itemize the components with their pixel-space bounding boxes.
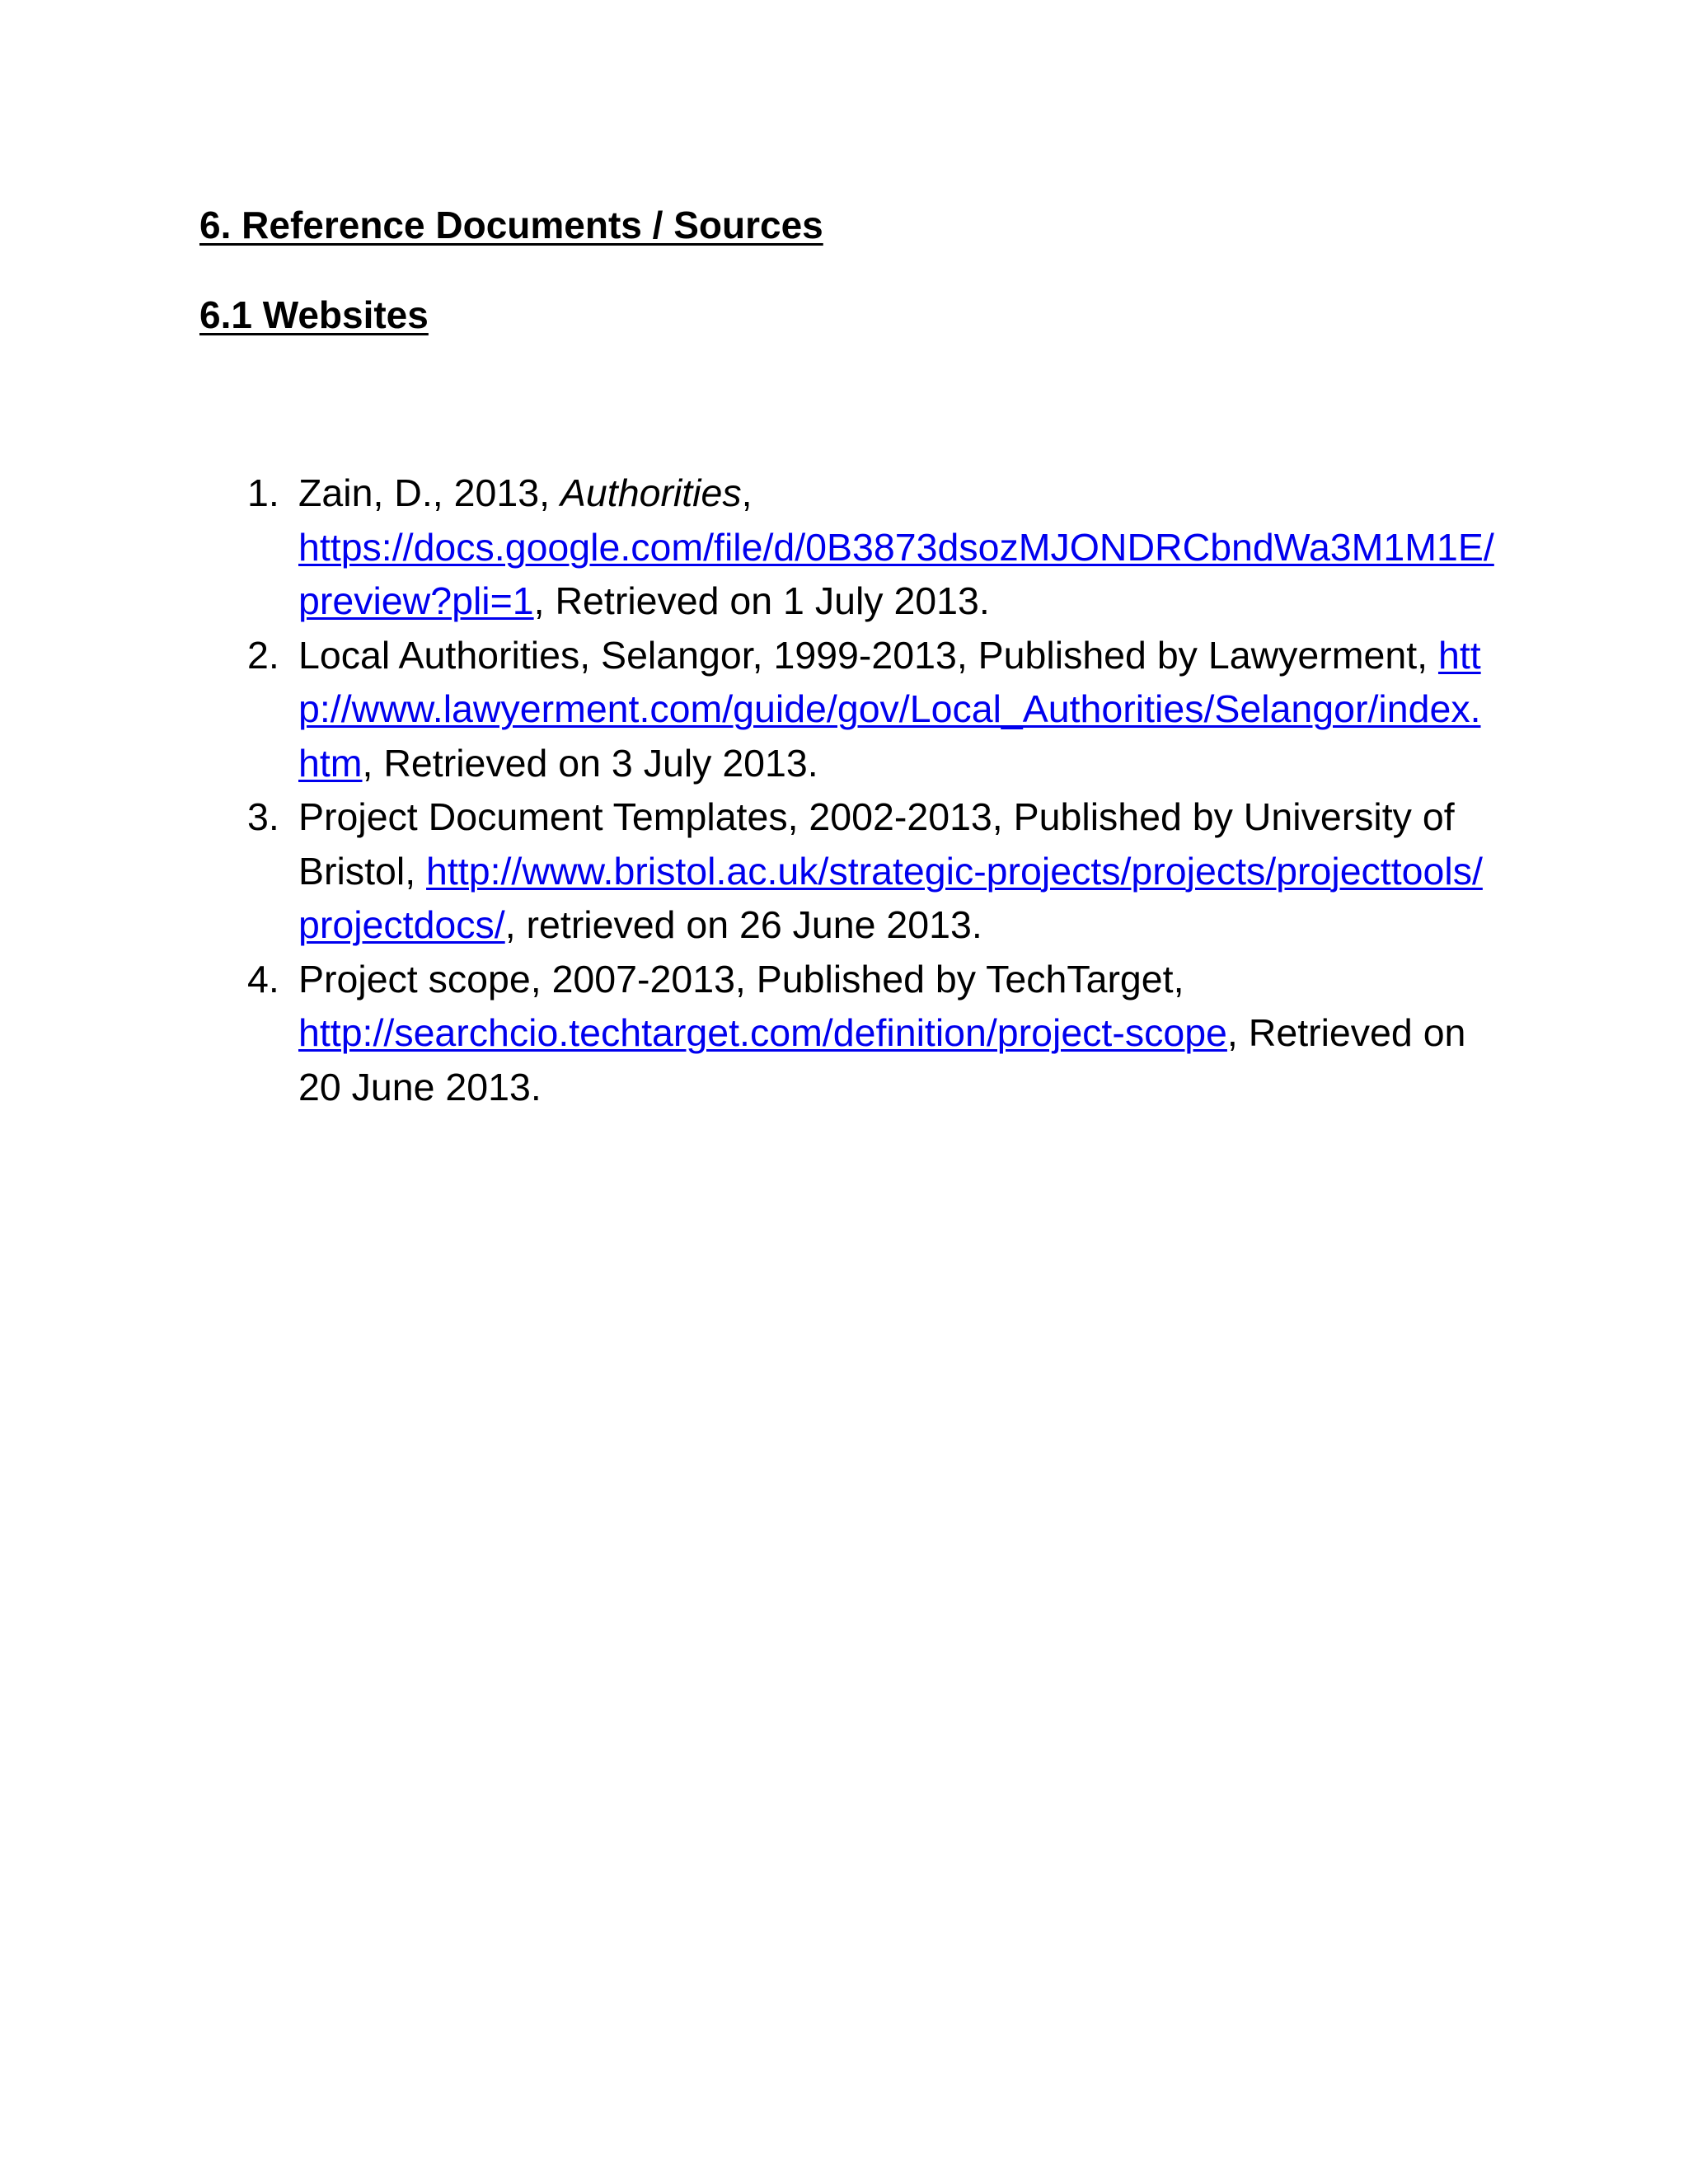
reference-number: 1. bbox=[247, 471, 279, 514]
reference-text bbox=[298, 466, 1500, 629]
reference-link[interactable]: http://searchcio.techtarget.com/definition/project-scope bbox=[298, 1011, 1227, 1054]
reference-retrieved: , Retrieved on 20 June 2013. bbox=[298, 1011, 1466, 1108]
reference-item-4 bbox=[247, 953, 1500, 1115]
reference-author-year: Zain, D., 2013, bbox=[298, 471, 560, 514]
subsection-heading: 6.1 Websites bbox=[199, 293, 429, 336]
reference-item-3 bbox=[247, 790, 1500, 953]
reference-retrieved: , retrieved on 26 June 2013. bbox=[504, 903, 982, 946]
reference-description: Project Document Templates, 2002-2013, Published by University of Bristol, bbox=[298, 795, 1455, 893]
reference-item-2 bbox=[247, 629, 1500, 791]
reference-retrieved: , Retrieved on 1 July 2013. bbox=[533, 579, 990, 622]
reference-link[interactable]: http://www.bristol.ac.uk/strategic-projects/projects/projecttools/projectdocs/ bbox=[298, 849, 1483, 946]
reference-text bbox=[298, 790, 1500, 953]
reference-item-1 bbox=[247, 466, 1500, 629]
reference-description: Local Authorities, Selangor, 1999-2013, Published by Lawyerment, bbox=[298, 633, 1438, 677]
reference-list bbox=[247, 466, 1500, 1114]
reference-title: Authorities bbox=[560, 471, 742, 514]
reference-link[interactable]: https://docs.google.com/file/d/0B3873dsozMJONDRCbndWa3M1M1E/preview?pli=1 bbox=[298, 525, 1494, 622]
section-heading: 6. Reference Documents / Sources bbox=[199, 204, 823, 246]
reference-number: 3. bbox=[247, 795, 279, 838]
reference-link[interactable]: http://www.lawyerment.com/guide/gov/Local_Authorities/Selangor/index.htm bbox=[298, 633, 1481, 785]
reference-separator: , bbox=[741, 471, 753, 514]
reference-retrieved: , Retrieved on 3 July 2013. bbox=[362, 741, 818, 785]
reference-text bbox=[298, 953, 1500, 1115]
reference-text bbox=[298, 629, 1500, 791]
reference-number: 4. bbox=[247, 957, 279, 1001]
reference-number: 2. bbox=[247, 633, 279, 677]
reference-description: Project scope, 2007-2013, Published by TechTarget, bbox=[298, 957, 1184, 1001]
